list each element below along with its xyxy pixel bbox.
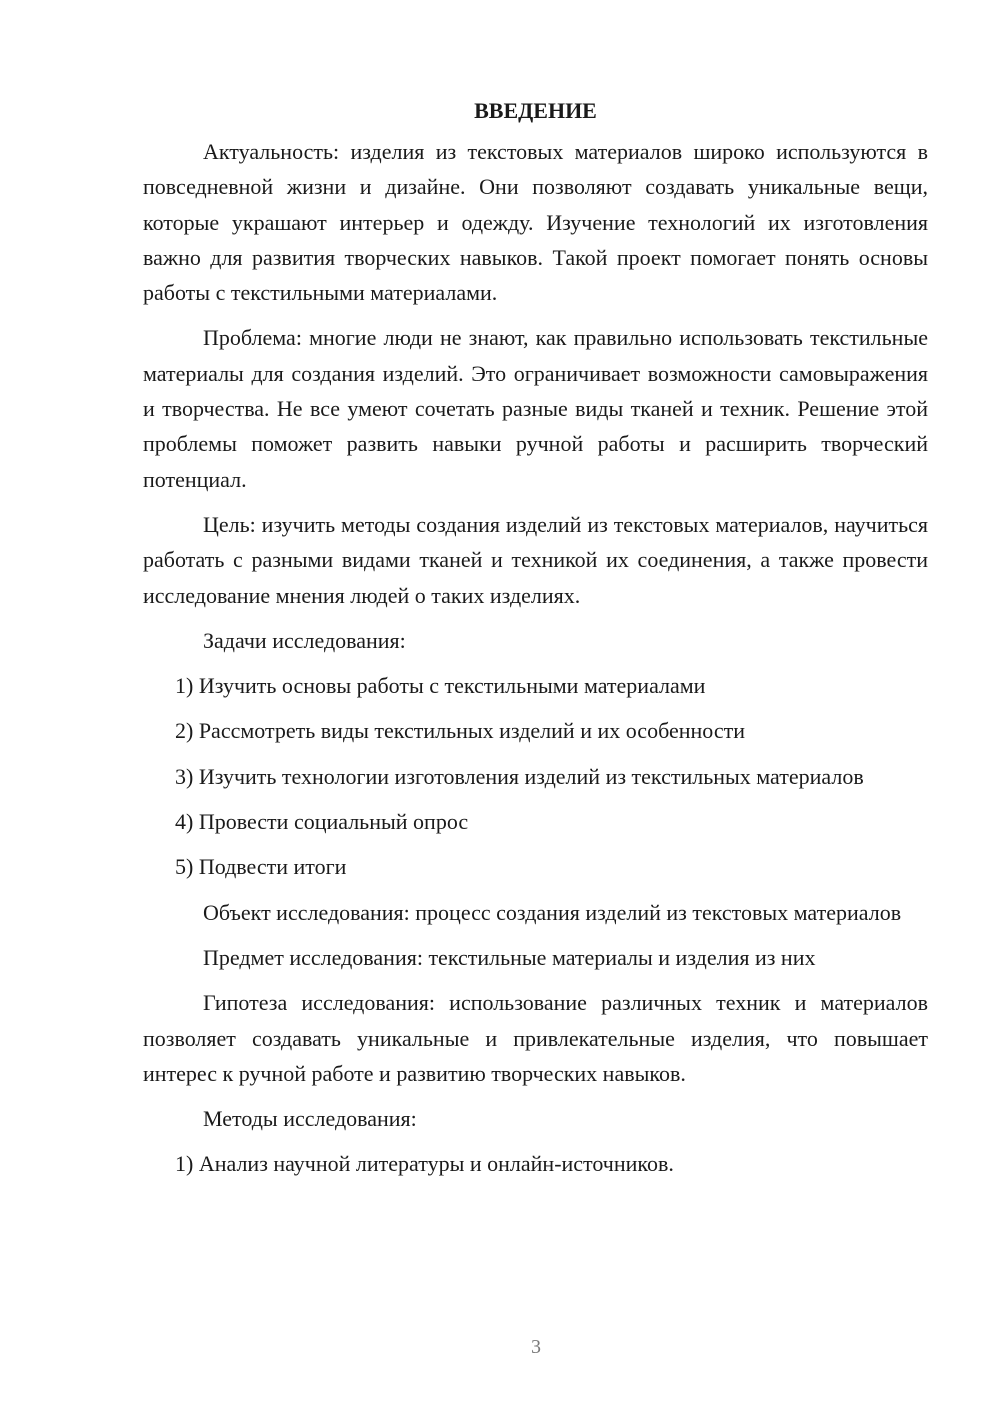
- task-item-2: 2) Рассмотреть виды текстильных изделий и их особенности: [175, 718, 745, 744]
- page-number: 3: [531, 1336, 541, 1358]
- subject-paragraph: Предмет исследования: текстильные материалы и изделия из них: [203, 944, 816, 970]
- task-item-5: 5) Подвести итоги: [175, 854, 347, 880]
- object-paragraph: Объект исследования: процесс создания изделий из текстовых материалов: [203, 899, 902, 925]
- relevance-paragraph: Актуальность: изделия из текстовых материалов широко используются в повседневной жизни и дизайне. Они позволяют создавать уникальные вещи, которые украшают интерьер и одежду. Изучение технологий их изготовления важно для развития творческих навыков. Такой проект помогает понять основы работы с текстильными материалами.: [143, 139, 928, 306]
- goal-paragraph: Цель: изучить методы создания изделий из текстовых материалов, научиться работать с разными видами тканей и техникой их соединения, а также провести исследование мнения людей о таких изделиях.: [143, 511, 928, 608]
- hypothesis-paragraph: Гипотеза исследования: использование различных техник и материалов позволяет создавать уникальные и привлекательные изделия, что повышает интерес к ручной работе и развитию творческих навыков.: [143, 990, 928, 1086]
- tasks-heading: Задачи исследования:: [203, 627, 406, 653]
- page-content: [143, 93, 928, 1192]
- methods-heading: Методы исследования:: [203, 1106, 417, 1132]
- task-item-4: 4) Провести социальный опрос: [175, 809, 469, 835]
- problem-paragraph: Проблема: многие люди не знают, как правильно использовать текстильные материалы для создания изделий. Это ограничивает возможности самовыражения и творчества. Не все умеют сочетать разные виды тканей и техник. Решение этой проблемы поможет развить навыки ручной работы и расширить творческий потенциал.: [143, 325, 928, 492]
- method-item-1: 1) Анализ научной литературы и онлайн-источников.: [175, 1151, 674, 1177]
- task-item-1: 1) Изучить основы работы с текстильными материалами: [175, 673, 706, 699]
- task-item-3: 3) Изучить технологии изготовления изделий из текстильных материалов: [175, 763, 864, 789]
- page-title: ВВЕДЕНИЕ: [474, 98, 597, 123]
